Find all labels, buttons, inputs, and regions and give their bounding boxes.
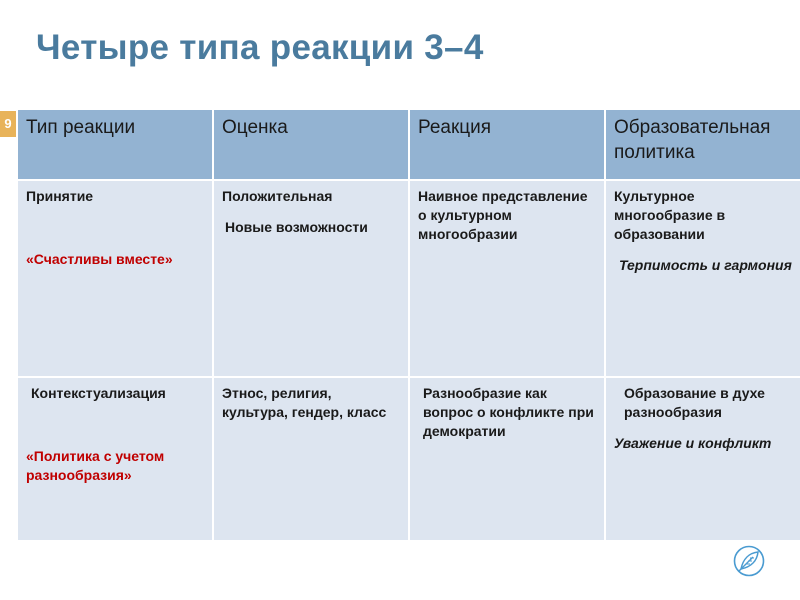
type-quote: «Политика с учетом разнообразия» — [26, 448, 165, 483]
header-reaction-type: Тип реакции — [17, 109, 213, 180]
table-row — [17, 180, 800, 377]
leaf-icon — [733, 545, 765, 577]
slide-title: Четыре типа реакции 3–4 — [36, 28, 484, 67]
cell-evaluation — [213, 180, 409, 377]
type-name: Принятие — [26, 188, 94, 204]
table-row — [17, 377, 800, 541]
policy-main: Образование в духе разнообразия — [624, 385, 765, 420]
table-header-row — [17, 109, 800, 180]
type-quote: «Счастливы вместе» — [26, 251, 173, 267]
cell-evaluation — [213, 377, 409, 541]
evaluation-main: Положительная — [222, 188, 333, 204]
cell-type — [17, 377, 213, 541]
slide-number-badge: 9 — [0, 111, 16, 137]
policy-italic: Терпимость и гармония — [619, 257, 792, 273]
cell-type — [17, 180, 213, 377]
header-evaluation: Оценка — [213, 109, 409, 180]
policy-italic: Уважение и конфликт — [614, 435, 772, 451]
cell-reaction — [409, 180, 605, 377]
reaction-text: Разнообразие как вопрос о конфликте при демократии — [423, 385, 594, 439]
header-education-policy: Образовательная политика — [605, 109, 800, 180]
evaluation-sub: Новые возможности — [225, 219, 368, 235]
policy-main: Культурное многообразие в образовании — [614, 188, 726, 242]
header-reaction: Реакция — [409, 109, 605, 180]
cell-reaction — [409, 377, 605, 541]
reaction-text: Наивное представление о культурном многообразии — [418, 188, 588, 242]
cell-policy — [605, 180, 800, 377]
cell-policy — [605, 377, 800, 541]
evaluation-main: Этнос, религия, культура, гендер, класс — [222, 385, 387, 420]
reaction-types-table — [16, 108, 800, 542]
type-name: Контекстуализация — [31, 385, 166, 401]
